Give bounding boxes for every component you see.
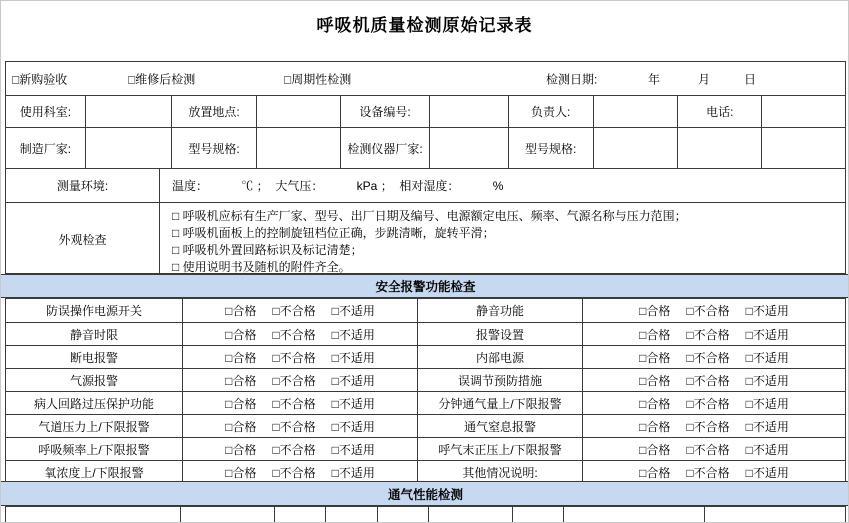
appearance-check-item-1[interactable]: □ 呼吸机应标有生产厂家、型号、出厂日期及编号、电源额定电压、频率、气源名称与压力范围； <box>172 209 687 223</box>
checkbox-fail[interactable]: □不合格 <box>686 373 730 388</box>
safety-item-label: 通气窒息报警 <box>417 415 582 437</box>
safety-item-label: 报警设置 <box>417 323 582 345</box>
checkbox-new-purchase[interactable]: □新购验收 <box>12 72 68 86</box>
empty-input-cell[interactable] <box>274 507 325 523</box>
checkbox-pass[interactable]: □合格 <box>225 419 257 434</box>
safety-row-3 <box>6 345 845 368</box>
empty-input-cell[interactable] <box>428 507 512 523</box>
info-row-2 <box>6 127 845 168</box>
safety-item-label: 呼吸频率上/下限报警 <box>38 442 150 457</box>
inspection-date-label: 检测日期: <box>546 72 598 86</box>
checkbox-fail[interactable]: □不合格 <box>272 327 316 342</box>
safety-item-label: 分钟通气量上/下限报警 <box>417 392 582 414</box>
checkbox-pass[interactable]: □合格 <box>225 442 257 457</box>
ventilation-section-header: 通气性能检测 <box>1 481 849 506</box>
empty-input-cell[interactable] <box>6 507 180 523</box>
checkbox-fail[interactable]: □不合格 <box>272 350 316 365</box>
appearance-check-item-2[interactable]: □ 呼吸机面板上的控制旋钮档位正确，步跳清晰，旋转平滑； <box>172 226 495 240</box>
appearance-checklist <box>159 203 845 275</box>
safety-row-8 <box>6 460 845 483</box>
safety-row-4 <box>6 368 845 391</box>
dept-label: 使用科室: <box>19 105 72 119</box>
checkbox-na[interactable]: □不适用 <box>745 442 789 457</box>
safety-item-label: 内部电源 <box>417 346 582 368</box>
empty-input-cell[interactable] <box>677 128 761 168</box>
checkbox-na[interactable]: □不适用 <box>745 419 789 434</box>
empty-input-cell[interactable] <box>180 507 274 523</box>
manufacturer-label: 制造厂家: <box>19 141 72 156</box>
safety-item-label: 静音时限 <box>69 327 118 342</box>
checkbox-pass[interactable]: □合格 <box>225 304 257 318</box>
checkbox-fail[interactable]: □不合格 <box>686 465 730 480</box>
safety-item-label: 防误操作电源开关 <box>45 304 142 318</box>
result-options-group <box>182 392 417 414</box>
checkbox-fail[interactable]: □不合格 <box>686 350 730 365</box>
checkbox-pass[interactable]: □合格 <box>639 442 671 457</box>
year-label: 年 <box>648 72 661 86</box>
safety-item-label: 其他情况说明: <box>417 461 582 483</box>
checkbox-pass[interactable]: □合格 <box>639 396 671 411</box>
person-label: 负责人: <box>508 96 593 127</box>
appearance-row <box>6 202 845 275</box>
checkbox-fail[interactable]: □不合格 <box>272 396 316 411</box>
environment-input-cell[interactable]: 温度： ℃ ； 大气压： kPa ； 相对湿度： % <box>159 169 845 202</box>
empty-input-cell[interactable] <box>377 507 428 523</box>
safety-row-5 <box>6 391 845 414</box>
checkbox-fail[interactable]: □不合格 <box>272 442 316 457</box>
info-table <box>5 61 846 274</box>
checkbox-fail[interactable]: □不合格 <box>272 373 316 388</box>
result-options-group <box>582 461 845 483</box>
checkbox-na[interactable]: □不适用 <box>331 419 375 434</box>
person-input-cell[interactable] <box>593 96 678 127</box>
safety-section-header: 安全报警功能检查 <box>1 274 849 298</box>
environment-label: 测量环境: <box>56 179 109 193</box>
instrument-maker-input-cell[interactable] <box>429 128 508 168</box>
empty-input-cell[interactable] <box>704 507 845 523</box>
checkbox-fail[interactable]: □不合格 <box>686 442 730 457</box>
ventilation-table <box>5 506 846 523</box>
appearance-check-item-4[interactable]: □ 使用说明书及随机的附件齐全。 <box>172 260 351 274</box>
checkbox-na[interactable]: □不适用 <box>745 304 789 318</box>
ventilation-row <box>6 507 845 523</box>
checkbox-pass[interactable]: □合格 <box>225 465 257 480</box>
checkbox-pass[interactable]: □合格 <box>225 373 257 388</box>
result-options-group <box>582 392 845 414</box>
empty-input-cell[interactable] <box>325 507 377 523</box>
model-label: 型号规格: <box>171 128 257 168</box>
safety-item-label: 呼气末正压上/下限报警 <box>417 438 582 460</box>
device-no-input-cell[interactable] <box>429 96 508 127</box>
safety-item-label: 气源报警 <box>69 373 118 388</box>
checkbox-after-repair[interactable]: □维修后检测 <box>128 72 196 86</box>
checkbox-pass[interactable]: □合格 <box>225 327 257 342</box>
dept-input-cell[interactable] <box>85 96 171 127</box>
checkbox-fail[interactable]: □不合格 <box>272 465 316 480</box>
month-label: 月 <box>698 72 711 86</box>
safety-row-2 <box>6 322 845 345</box>
result-options-group <box>582 369 845 391</box>
checkbox-na[interactable]: □不适用 <box>331 465 375 480</box>
safety-item-label: 病人回路过压保护功能 <box>33 396 154 411</box>
checkbox-pass[interactable]: □合格 <box>639 327 671 342</box>
result-options-group <box>182 461 417 483</box>
checkbox-na[interactable]: □不适用 <box>745 327 789 342</box>
checkbox-pass[interactable]: □合格 <box>639 419 671 434</box>
checkbox-na[interactable]: □不适用 <box>745 396 789 411</box>
checkbox-pass[interactable]: □合格 <box>639 465 671 480</box>
safety-table <box>5 298 846 482</box>
safety-item-label: 误调节预防措施 <box>417 369 582 391</box>
result-options-group <box>182 323 417 345</box>
checkbox-na[interactable]: □不适用 <box>331 396 375 411</box>
result-options-group <box>582 299 845 322</box>
checkbox-pass[interactable]: □合格 <box>639 304 671 318</box>
checkbox-na[interactable]: □不适用 <box>745 465 789 480</box>
checkbox-fail[interactable]: □不合格 <box>686 419 730 434</box>
result-options-group <box>582 323 845 345</box>
safety-item-label: 静音功能 <box>417 299 582 322</box>
checkbox-na[interactable]: □不适用 <box>331 350 375 365</box>
safety-row-1 <box>6 299 845 322</box>
page-title: 呼吸机质量检测原始记录表 <box>316 16 533 35</box>
safety-item-label: 氧浓度上/下限报警 <box>44 465 144 480</box>
checkbox-pass[interactable]: □合格 <box>639 373 671 388</box>
info-row-1 <box>6 95 845 127</box>
checkbox-fail[interactable]: □不合格 <box>686 304 730 318</box>
checkbox-na[interactable]: □不适用 <box>331 373 375 388</box>
check-type-row <box>6 62 845 95</box>
result-options-group <box>182 299 417 322</box>
appearance-check-item-3[interactable]: □ 呼吸机外置回路标识及标记清楚； <box>172 243 363 257</box>
checkbox-fail[interactable]: □不合格 <box>686 327 730 342</box>
day-label: 日 <box>744 72 757 86</box>
device-no-label: 设备编号: <box>340 96 429 127</box>
checkbox-fail[interactable]: □不合格 <box>272 419 316 434</box>
empty-input-cell[interactable] <box>761 128 845 168</box>
checkbox-pass[interactable]: □合格 <box>225 350 257 365</box>
result-options-group <box>182 415 417 437</box>
instrument-model-label: 型号规格: <box>508 128 593 168</box>
safety-item-label: 气道压力上/下限报警 <box>38 419 150 434</box>
location-input-cell[interactable] <box>256 96 340 127</box>
result-options-group <box>182 346 417 368</box>
empty-input-cell[interactable] <box>563 507 704 523</box>
instrument-model-input-cell[interactable] <box>593 128 678 168</box>
result-options-group <box>582 438 845 460</box>
phone-label: 电话: <box>677 96 761 127</box>
result-options-group <box>582 346 845 368</box>
checkbox-pass[interactable]: □合格 <box>639 350 671 365</box>
result-options-group <box>582 415 845 437</box>
appearance-label: 外观检查 <box>58 232 107 247</box>
instrument-maker-label: 检测仪器厂家: <box>340 128 429 168</box>
safety-item-label: 断电报警 <box>69 350 118 365</box>
checkbox-pass[interactable]: □合格 <box>225 396 257 411</box>
checkbox-na[interactable]: □不适用 <box>331 304 375 318</box>
manufacturer-input-cell[interactable] <box>85 128 171 168</box>
checkbox-fail[interactable]: □不合格 <box>686 396 730 411</box>
safety-row-6 <box>6 414 845 437</box>
safety-row-7 <box>6 437 845 460</box>
result-options-group <box>182 369 417 391</box>
environment-row <box>6 168 845 202</box>
empty-input-cell[interactable] <box>512 507 563 523</box>
result-options-group <box>182 438 417 460</box>
checkbox-fail[interactable]: □不合格 <box>272 304 316 318</box>
checkbox-na[interactable]: □不适用 <box>745 350 789 365</box>
phone-input-cell[interactable] <box>761 96 845 127</box>
checkbox-na[interactable]: □不适用 <box>331 327 375 342</box>
model-input-cell[interactable] <box>256 128 340 168</box>
location-label: 放置地点: <box>171 96 257 127</box>
checkbox-periodic[interactable]: □周期性检测 <box>284 72 352 86</box>
checkbox-na[interactable]: □不适用 <box>331 442 375 457</box>
checkbox-na[interactable]: □不适用 <box>745 373 789 388</box>
